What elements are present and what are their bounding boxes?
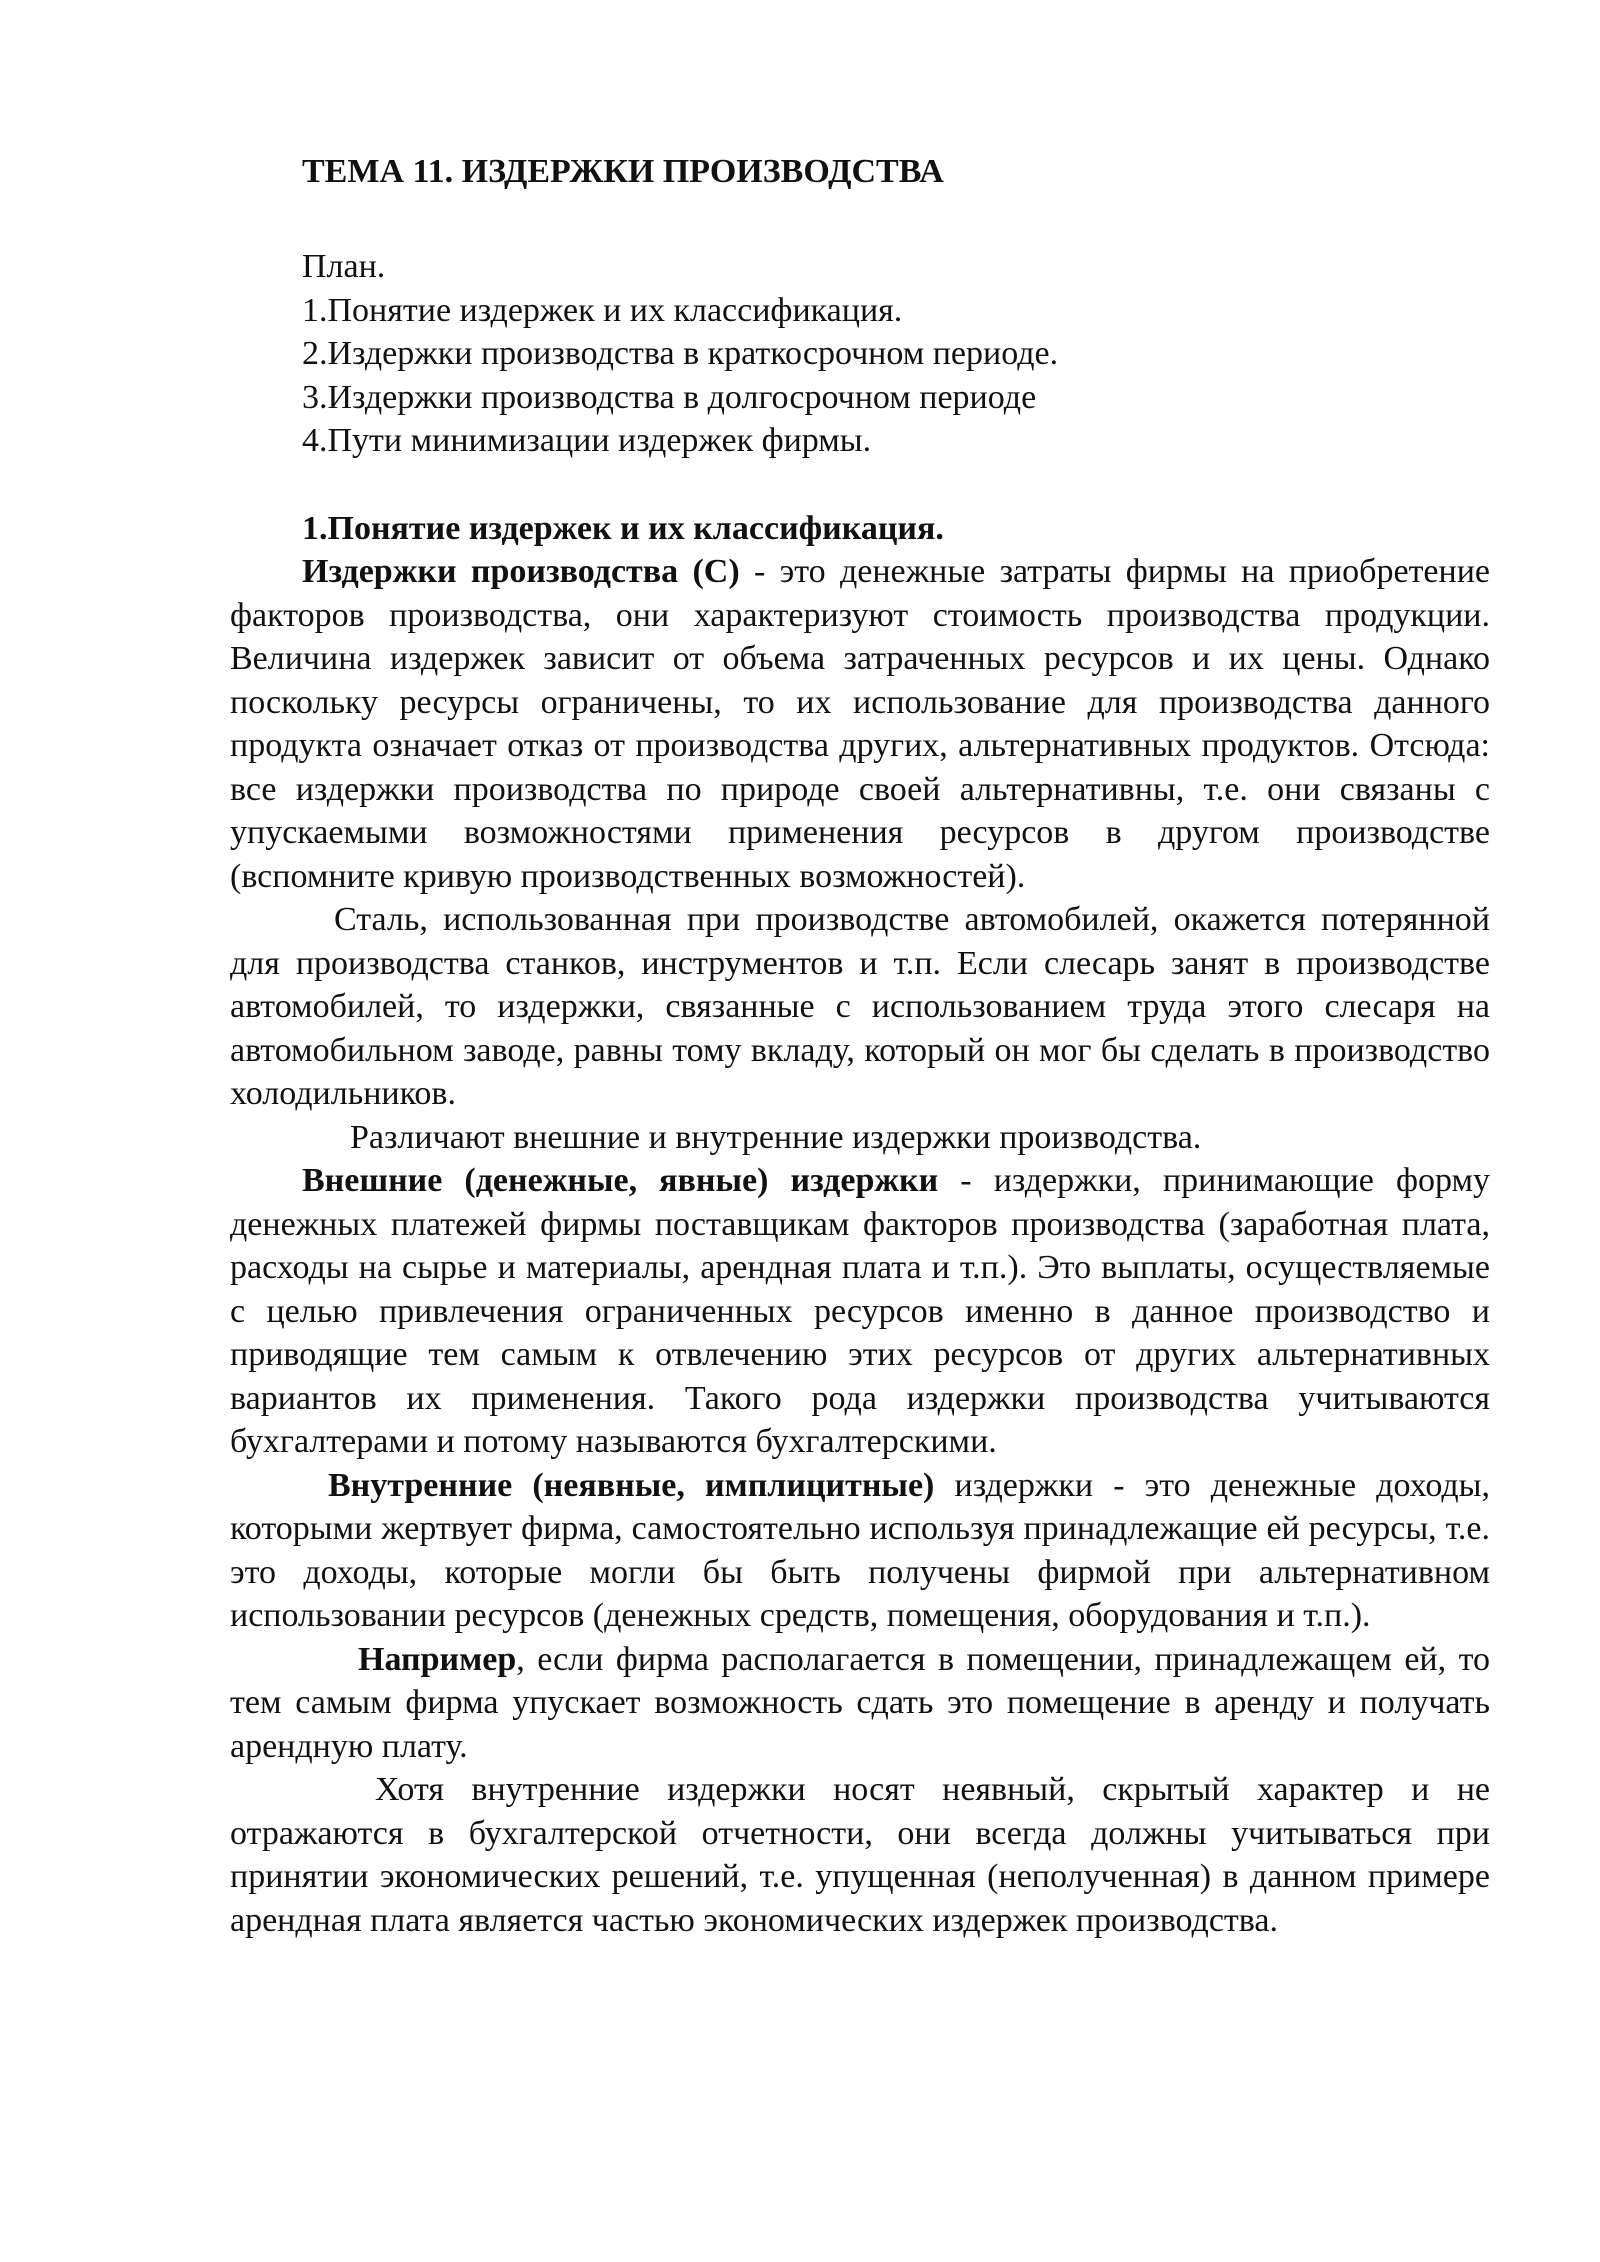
term-example: Например [358,1640,517,1678]
term-external-costs: Внешние (денежные, явные) издержки [302,1162,939,1199]
plan-item: 1.Понятие издержек и их классификация. [302,291,903,329]
paragraph-text: Сталь, использованная при производстве автомобилей, окажется потерянной для производства станков, инструментов и т.п. Если слесарь занят в производстве автомобилей, то издержки, связанные с использованием труда этого слесаря на автомобильном заводе, равны тому вкладу, который он мог бы сделать в производство холодильников. [230,901,1490,1112]
plan-label: План. [302,248,386,285]
paragraph-cost-types [230,1116,1490,1160]
paragraph-internal-costs [230,1464,1490,1638]
paragraph-text: Различают внешние и внутренние издержки производства. [350,1118,1202,1156]
paragraph-definition-costs [230,550,1490,898]
paragraph-text: , если фирма располагается в помещении, принадлежащем ей, то тем самым фирма упускает возможность сдать это помещение в аренду и получать арендную плату. [230,1640,1490,1765]
section-heading: 1.Понятие издержек и их классификация. [302,509,944,547]
paragraph-external-costs [230,1159,1490,1464]
paragraph-text: Хотя внутренние издержки носят неявный, скрытый характер и не отражаются в бухгалтерской отчетности, они всегда должны учитываться при принятии экономических решений, т.е. упущенная (неполученная) в данном примере арендная плата является частью экономических издержек производства. [230,1771,1490,1939]
page-title: ТЕМА 11. ИЗДЕРЖКИ ПРОИЗВОДСТВА [302,153,944,190]
plan-item: 2.Издержки производства в краткосрочном периоде. [302,335,1059,372]
paragraph-example [230,1638,1490,1769]
plan-block [302,245,1490,463]
paragraph-text: - это денежные затраты фирмы на приобретение факторов производства, они характеризуют стоимость производства продукции. Величина издержек зависит от объема затраченных ресурсов и их цены. Однако поскольку ресурсы ограничены, то их использование для производства данного продукта означает отказ от производства других, альтернативных продуктов. Отсюда: все издержки производства по природе своей альтернативны, т.е. они связаны с упускаемыми возможностями применения ресурсов в другом производстве (вспомните кривую производственных возможностей). [230,553,1490,895]
term-production-costs: Издержки производства (С) [302,553,740,590]
paragraph-text: - издержки, принимающие форму денежных платежей фирмы поставщикам факторов производства (заработная плата, расходы на сырье и материалы, арендная плата и т.п.). Это выплаты, осуществляемые с целью привлечения ограниченных ресурсов именно в данное производство и приводящие тем самым к отвлечению этих ресурсов от других альтернативных вариантов их применения. Такого рода издержки производства учитываются бухгалтерами и потому называются бухгалтерскими. [230,1162,1491,1460]
paragraph-text: издержки - это денежные доходы, которыми жертвует фирма, самостоятельно используя принадлежащие ей ресурсы, т.е. это доходы, которые могли бы быть получены фирмой при альтернативном использовании ресурсов (денежных средств, помещения, оборудования и т.п.). [230,1466,1490,1634]
plan-item: 4.Пути минимизации издержек фирмы. [302,422,872,459]
term-internal-costs: Внутренние (неявные, имплицитные) [328,1466,935,1504]
plan-item: 3.Издержки производства в долгосрочном периоде [302,378,1037,416]
paragraph-steel-example [230,898,1490,1116]
paragraph-conclusion [230,1768,1490,1942]
document-body [230,150,1490,1942]
